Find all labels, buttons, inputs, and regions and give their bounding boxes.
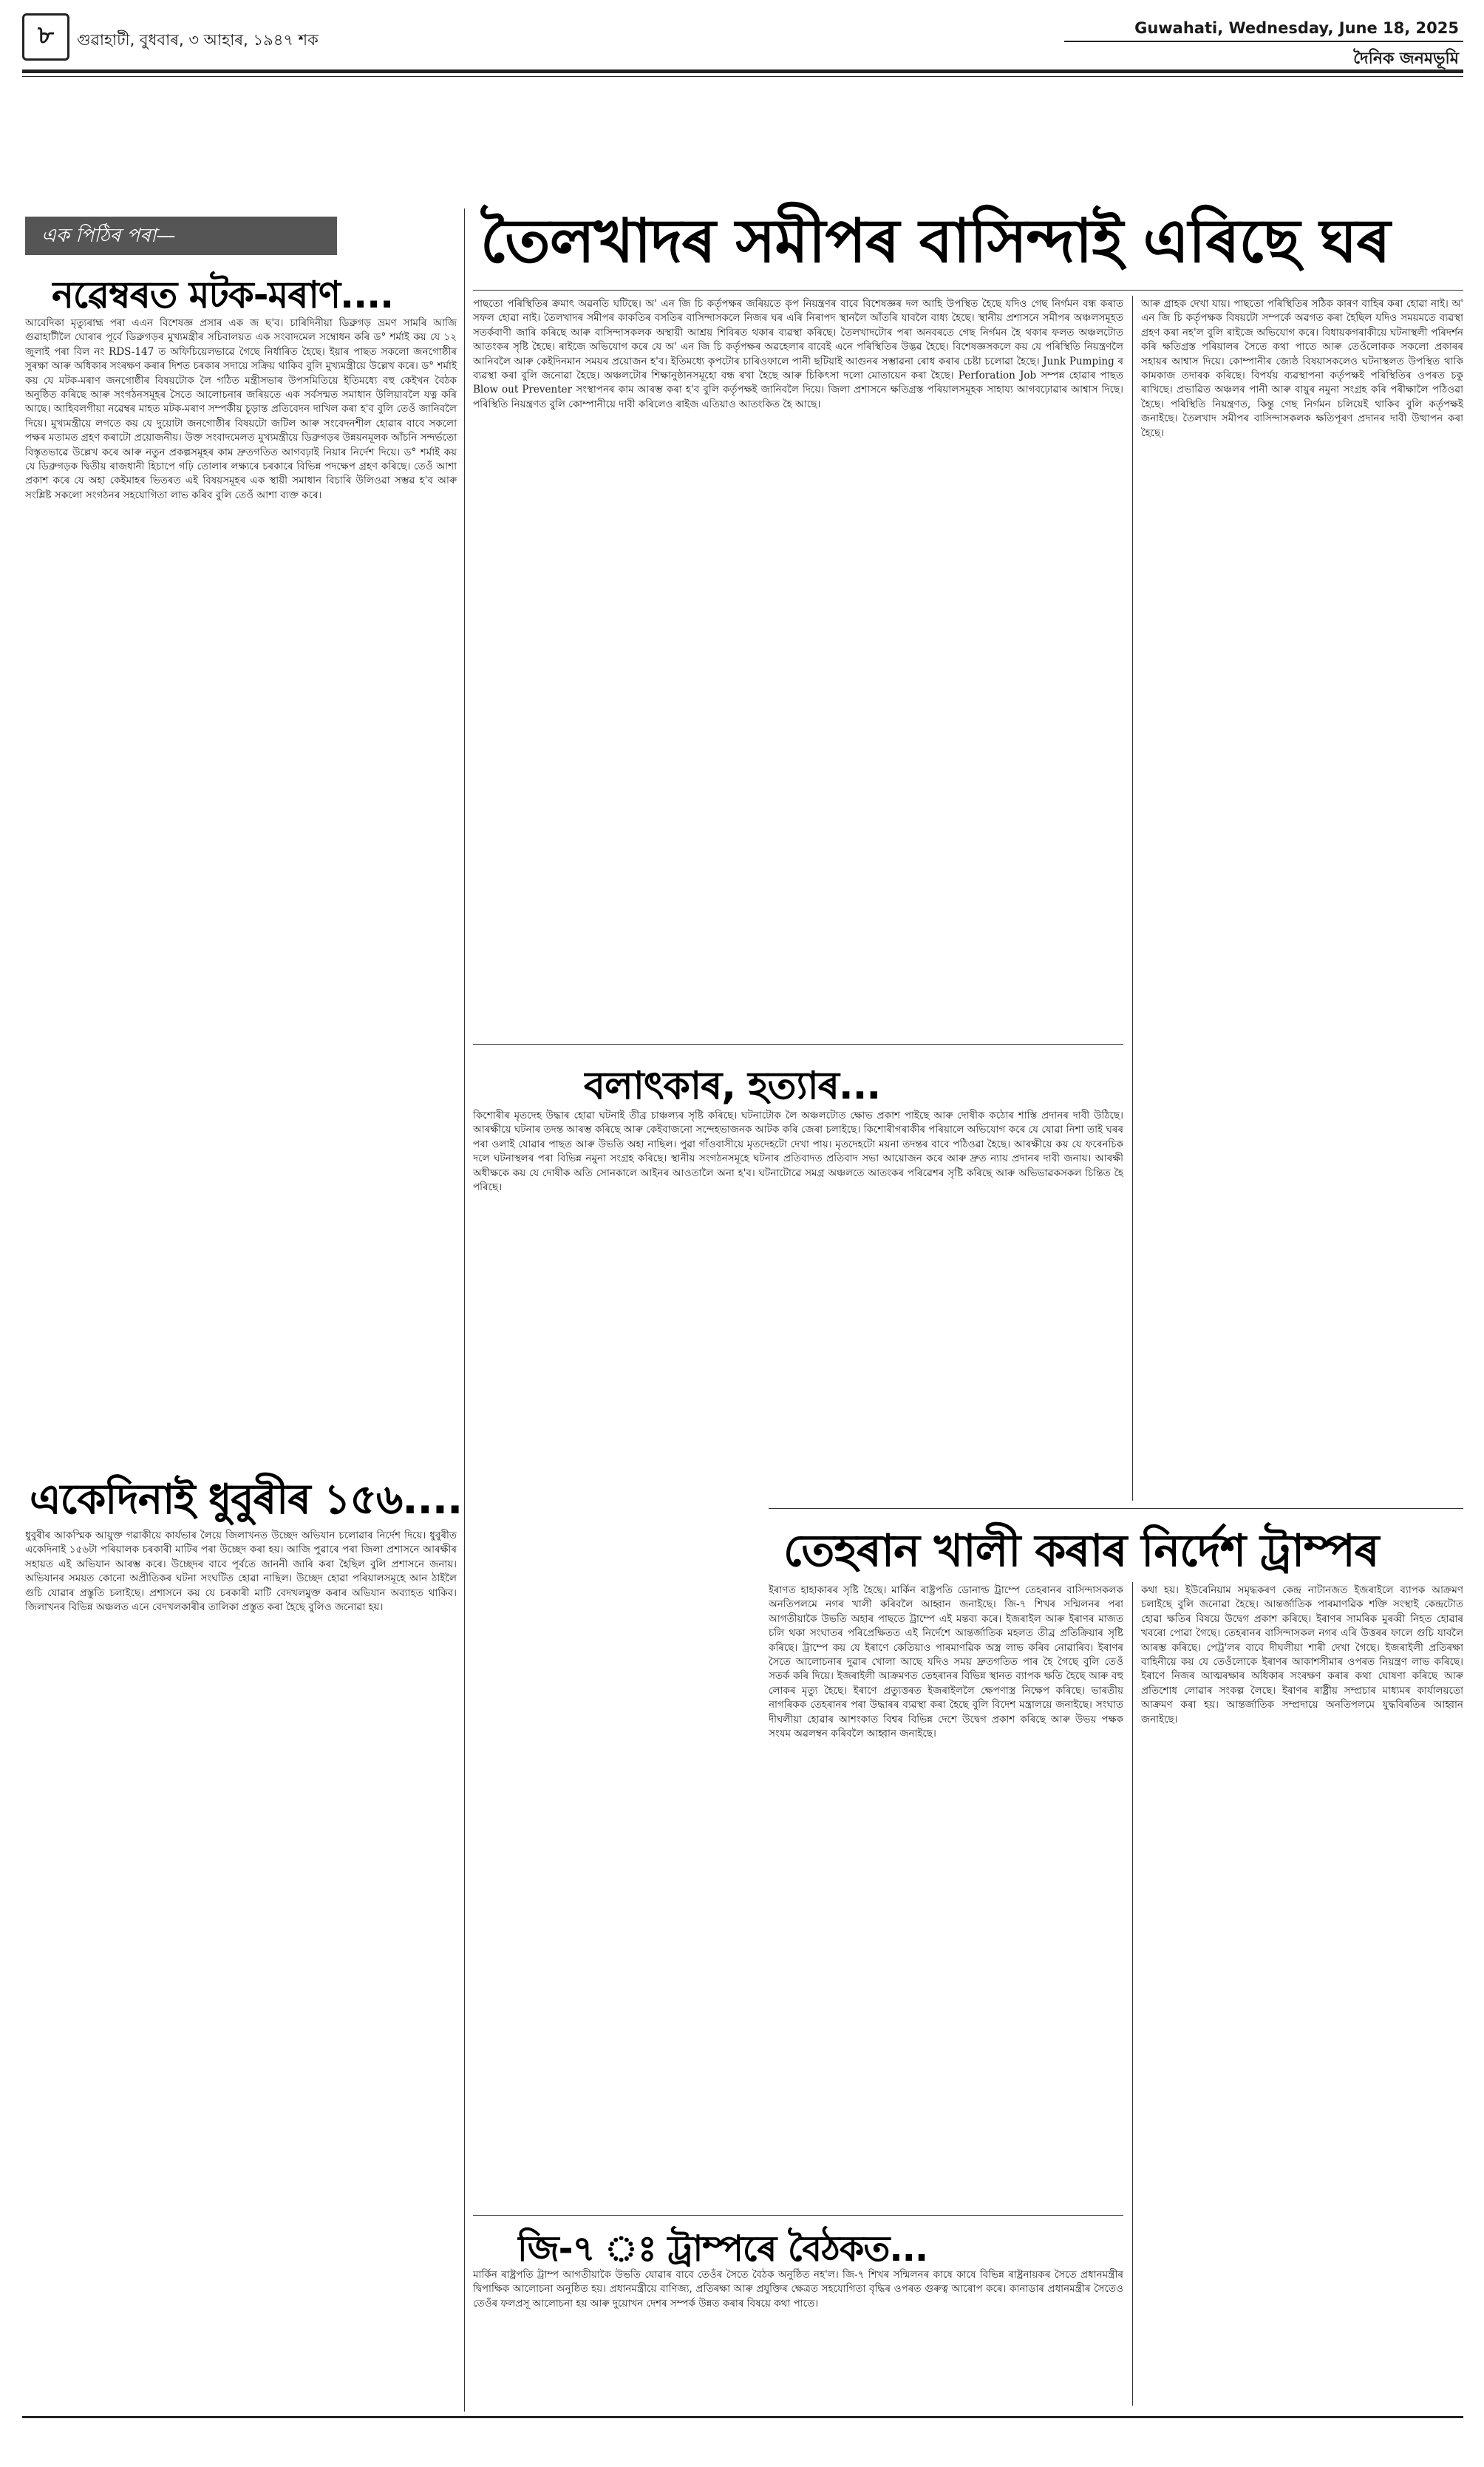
story-rape-headline: বলাৎকাৰ, হত্যাৰ...	[584, 1064, 881, 1108]
story-trump-headline: তেহৰান খালী কৰাৰ নিৰ্দেশ ট্ৰাম্পৰ	[783, 1525, 1379, 1577]
story-g7-headline: জি-৭ ঃ ট্ৰাম্পৰে বৈঠকত...	[517, 2228, 928, 2270]
rape-story-top-rule	[473, 1044, 1123, 1045]
story-dhubri-headline: একেদিনাই ধুবুৰীৰ ১৫৬....	[30, 1476, 462, 1524]
story-trump-body: ইৰাণত হাহাকাৰৰ সৃষ্টি হৈছে। মাৰ্কিন ৰাষ্ট্ৰপতি ডোনাল্ড ট্ৰাম্পে তেহৰানৰ বাসিন্দাসকলক অনতিপলমে নগৰ খালী কৰিবলৈ আহ্বান জনাইছে। জি-৭ শিখৰ সন্মিলনৰ পৰা আগতীয়াকৈ উভতি অহাৰ পাছতে ট্ৰাম্পে এই মন্তব্য কৰে। ইজৰাইল আৰু ইৰাণৰ মাজত চলি থকা সংঘাতৰ পৰিপ্ৰেক্ষিতত এই নিৰ্দেশে আন্তৰ্জাতিক মহলত তীব্ৰ প্ৰতিক্ৰিয়াৰ সৃষ্টি কৰিছে। ট্ৰাম্পে কয় যে ইৰাণে কেতিয়াও পাৰমাণৱিক অস্ত্ৰ লাভ কৰিব নোৱাৰিব। ইৰাণৰ সৈতে আলোচনাৰ দুৱাৰ খোলা আছে যদিও সময় দ্ৰুতগতিত পাৰ হৈ গৈছে বুলি তেওঁ সতৰ্ক কৰি দিয়ে। ইজৰাইলী আক্ৰমণত তেহৰানৰ বিভিন্ন স্থানত ব্যাপক ক্ষতি হৈছে আৰু বহু লোকৰ মৃত্যু হৈছে। ইৰাণে প্ৰত্যুত্তৰত ইজৰাইললৈ ক্ষেপণাস্ত্ৰ নিক্ষেপ কৰিছে। ভাৰতীয় নাগৰিকক তেহৰানৰ পৰা উদ্ধাৰৰ ব্যৱস্থা কৰা হৈছে বুলি বিদেশ মন্ত্ৰালয়ে জনাইছে। সংঘাত দীঘলীয়া হোৱাৰ আশংকাত বিশ্বৰ বিভিন্ন দেশে উদ্বেগ প্ৰকাশ কৰিছে আৰু উভয় পক্ষক সংযম অৱলম্বন কৰিবলৈ আহ্বান জনাইছে।	[769, 1584, 1123, 1740]
main-story-body: পাছতো পৰিস্থিতিৰ ক্ৰমাৎ অৱনতি ঘটিছে। অ' এন জি চি কৰ্তৃপক্ষৰ জৰিয়তে কৃপ নিয়ন্ত্ৰণৰ বাবে বিশেষজ্ঞৰ দল আহি উপস্থিত হৈছে যদিও গেছ নিৰ্গমন বন্ধ কৰাত সফল হোৱা নাই। তৈলখাদৰ সমীপৰ কাকতিৰ বসতিৰ বাসিন্দাসকলে নিজৰ ঘৰ এৰি নিৰাপদ স্থানলৈ আঁতৰি যাবলৈ বাধ্য হৈছে। স্থানীয় প্ৰশাসনে সমীপৰ অঞ্চলসমূহত সতৰ্কবাণী জাৰি কৰিছে আৰু বাসিন্দাসকলক অস্থায়ী আশ্ৰয় শিবিৰত থকাৰ ব্যৱস্থা কৰিছে। তৈলখাদটোৰ পৰা অনবৰতে গেছ নিৰ্গমন হৈ থকাৰ ফলত অঞ্চলটোত আতংকৰ সৃষ্টি হৈছে। ৰাইজে অভিযোগ কৰে যে অ' এন জি চি কৰ্তৃপক্ষৰ অৱহেলাৰ বাবেই এনে পৰিস্থিতিৰ উদ্ভৱ হৈছে। বিশেষজ্ঞসকলে কয় যে পৰিস্থিতি নিয়ন্ত্ৰণলৈ আনিবলৈ আৰু কেইদিনমান সময়ৰ প্ৰয়োজন হ'ব। ইতিমধ্যে কৃপটোৰ চাৰিওফালে পানী ছটিয়াই আগুনৰ সম্ভাৱনা ৰোধ কৰাৰ চেষ্টা চলোৱা হৈছে। Junk Pumping ৰ ব্যৱস্থা কৰা বুলি জনোৱা হৈছে। অঞ্চলটোৰ শিক্ষানুষ্ঠানসমূহো বন্ধ ৰখা হৈছে আৰু চিকিৎসা দলো মোতায়েন কৰা হৈছে। Perforation Job সম্পন্ন হোৱাৰ পাছত Blow out Preventer সংস্থাপনৰ কাম আৰম্ভ কৰা হ'ব বুলি কৰ্তৃপক্ষই জানিবলৈ দিয়ে। জিলা প্ৰশাসনে ক্ষতিগ্ৰস্ত পৰিয়ালসমূহক সাহায্য আগবঢ়োৱাৰ আশ্বাস দিছে। পৰিস্থিতি নিয়ন্ত্ৰণত বুলি কোম্পানীয়ে দাবী কৰিলেও ৰাইজ এতিয়াও আতংকিত হৈ আছে।	[473, 298, 1123, 410]
continued-kicker: এক পিঠিৰ পৰা—	[25, 217, 337, 255]
left-column-divider	[464, 208, 465, 2412]
story-g7-body: মাৰ্কিন ৰাষ্ট্ৰপতি ট্ৰাম্প আগতীয়াকৈ উভতি যোৱাৰ বাবে তেওঁৰ সৈতে বৈঠক অনুষ্ঠিত নহ'ল। জি-৭ শিখৰ সন্মিলনৰ কাষে কাষে বিভিন্ন ৰাষ্ট্ৰনায়কৰ সৈতে প্ৰধানমন্ত্ৰীৰ দ্বিপাক্ষিক আলোচনা অনুষ্ঠিত হয়। প্ৰধানমন্ত্ৰীয়ে বাণিজ্য, প্ৰতিৰক্ষা আৰু প্ৰযুক্তিৰ ক্ষেত্ৰত সহযোগিতা বৃদ্ধিৰ ওপৰত গুৰুত্ব আৰোপ কৰে। কানাডাৰ প্ৰধানমন্ত্ৰীৰ সৈতেও তেওঁৰ ফলপ্ৰসূ আলোচনা হয় আৰু দুয়োখন দেশৰ সম্পৰ্ক উন্নত কৰাৰ বিষয়ে কথা পাতে।	[473, 2269, 1123, 2310]
main-headline: তৈলখাদৰ সমীপৰ বাসিন্দাই এৰিছে ঘৰ	[480, 206, 1390, 276]
top-rule-thick	[22, 69, 1463, 73]
top-rule-thin	[22, 76, 1463, 77]
paper-name: দৈনিক জনমভূমি	[1353, 50, 1459, 68]
left-dateline: গুৱাহাটী, বুধবাৰ, ৩ আহাৰ, ১৯৪৭ শক	[77, 31, 319, 49]
story-trump-right-body: কথা হয়। ইউৰেনিয়াম সমৃদ্ধকৰণ কেন্দ্ৰ নাটানজত ইজৰাইলে ব্যাপক আক্ৰমণ চলাইছে বুলি জনোৱা হৈছে। আন্তৰ্জাতিক পাৰমাণৱিক শক্তি সংস্থাই কেন্দ্ৰটোত হোৱা ক্ষতিৰ বিষয়ে উদ্বেগ প্ৰকাশ কৰিছে। ইৰাণৰ সামৰিক মুৰব্বী নিহত হোৱাৰ খবৰো পোৱা গৈছে। তেহৰানৰ বাসিন্দাসকল নগৰ এৰি উত্তৰৰ ফালে গুচি যাবলৈ আৰম্ভ কৰিছে। পেট্ৰ'লৰ বাবে দীঘলীয়া শাৰী দেখা গৈছে। ইজৰাইলী প্ৰতিৰক্ষা বাহিনীয়ে কয় যে তেওঁলোকে ইৰাণৰ আকাশসীমাৰ ওপৰত নিয়ন্ত্ৰণ লাভ কৰিছে। ইৰাণে নিজৰ আত্মৰক্ষাৰ অধিকাৰ সংৰক্ষণ কৰাৰ কথা ঘোষণা কৰিছে আৰু প্ৰতিশোধ লোৱাৰ সংকল্প লৈছে। ইৰাণৰ ৰাষ্ট্ৰীয় সম্প্ৰচাৰ মাধ্যমৰ কাৰ্যালয়তো আক্ৰমণ কৰা হয়। আন্তৰ্জাতিক সম্প্ৰদায়ে অনতিপলমে যুদ্ধবিৰতিৰ আহ্বান জনাইছে।	[1141, 1584, 1463, 1725]
story-motok-moran-headline: নৱেম্বৰত মটক-মৰাণ....	[52, 274, 394, 316]
main-story-right-body: আৰু গ্ৰাহক দেখা যায়। পাছতো পৰিস্থিতিৰ সঠিক কাৰণ বাহিৰ কৰা হোৱা নাই। অ' এন জি চি কৰ্তৃপক্ষক বিষয়টো সম্পৰ্কে অৱগত কৰা হৈছিল যদিও সময়মতে ব্যৱস্থা গ্ৰহণ কৰা নহ'ল বুলি ৰাইজে অভিযোগ কৰে। বিধায়কগৰাকীয়ে ঘটনাস্থলী পৰিদৰ্শন কৰি ক্ষতিগ্ৰস্ত পৰিয়ালৰ সৈতে কথা পাতে আৰু তেওঁলোকক সকলো প্ৰকাৰৰ সহায়ৰ আশ্বাস দিয়ে। কোম্পানীৰ জ্যেষ্ঠ বিষয়াসকলেও ঘটনাস্থলত উপস্থিত থাকি কামকাজ তদাৰক কৰিছে। বিপৰ্যয় ব্যৱস্থাপনা কৰ্তৃপক্ষই পৰিস্থিতিৰ ওপৰত চকু ৰাখিছে। প্ৰভাৱিত অঞ্চলৰ পানী আৰু বায়ুৰ নমুনা সংগ্ৰহ কৰি পৰীক্ষালৈ পঠিওৱা হৈছে। পৰিস্থিতি নিয়ন্ত্ৰণত, কিন্তু গেছ নিৰ্গমন চলিয়েই থাকিব বুলি কৰ্তৃপক্ষই জনাইছে। তৈলখাদ সমীপৰ বাসিন্দাসকলক ক্ষতিপূৰণ প্ৰদানৰ দাবী উত্থাপন কৰা হৈছে।	[1141, 298, 1463, 439]
page-number: ৮	[22, 13, 69, 61]
story-motok-moran-body: আবেদিকা মৃত্যুৰাহ্ম পৰা এএন বিশেষজ্ঞ প্ৰসাৰ এক জ ছ'ব। চাৰিদিনীয়া ডিব্ৰুগড় ভ্ৰমণ সামৰি আজি গুৱাহাটীলৈ ঘোৰাৰ পূৰ্বে ডিব্ৰুগড়ৰ মুখ্যমন্ত্ৰীৰ সচিবালয়ত এক সংবাদমেল সম্বোধন কৰি ড° শৰ্মাই কয় যে ১২ জুলাই পৰা বিল নং RDS-147 ত অফিচিয়েলভাৱে গৈছে নিৰ্ধাৰিত হৈছে। ইয়াৰ পাছত সকলো জনগোষ্ঠীৰ সুৰক্ষা আৰু অধিকাৰ সংৰক্ষণ কৰাৰ দিশত চৰকাৰ সদায়ে সক্ৰিয় থাকিব বুলি মুখ্যমন্ত্ৰীয়ে উল্লেখ কৰে। ড° শৰ্মাই কয় যে মটক-মৰাণ জনগোষ্ঠীৰ বিষয়টোক লৈ গঠিত মন্ত্ৰীসভাৰ উপসমিতিয়ে ইতিমধ্যে বহু কেইখন বৈঠক অনুষ্ঠিত কৰিছে আৰু সংগঠনসমূহৰ সৈতে আলোচনাৰ জৰিয়তে এক সৰ্বসন্মত সমাধান উলিয়াবলৈ যত্ন কৰি আছে। আহিবলগীয়া নৱেম্বৰ মাহত মটক-মৰাণ সম্পৰ্কীয় চূড়ান্ত প্ৰতিবেদন দাখিল কৰা হ'ব বুলি তেওঁ জানিবলৈ দিয়ে। মুখ্যমন্ত্ৰীয়ে লগতে কয় যে দুয়োটা জনগোষ্ঠীৰ বিষয়টো জটিল আৰু সংবেদনশীল হোৱাৰ বাবে সকলো পক্ষৰ মতামত গ্ৰহণ কৰাটো প্ৰয়োজনীয়। উক্ত সংবাদমেলত মুখ্যমন্ত্ৰীয়ে ডিব্ৰুগড়ৰ উন্নয়নমূলক আঁচনি সন্দৰ্ভতো বিস্তৃতভাৱে উল্লেখ কৰে আৰু নতুন প্ৰকল্পসমূহৰ কাম দ্ৰুতগতিত আগবঢ়াই নিয়াৰ নিৰ্দেশ দিয়ে। ড° শৰ্মাই কয় যে ডিব্ৰুগড়ক দ্বিতীয় ৰাজধানী হিচাপে গঢ়ি তোলাৰ লক্ষ্যৰে চৰকাৰে বিভিন্ন পদক্ষেপ গ্ৰহণ কৰিছে। তেওঁ আশা প্ৰকাশ কৰে যে অহা কেইমাহৰ ভিতৰত এই বিষয়সমূহৰ এক স্থায়ী সমাধান বিচাৰি উলিওৱা সম্ভৱ হ'ব আৰু সংশ্লিষ্ট সকলো সংগঠনৰ সহযোগিতা লাভ কৰিব বুলি তেওঁ আশা ব্যক্ত কৰে।	[25, 317, 457, 501]
trump-story-column-divider	[1132, 1582, 1133, 2406]
main-headline-rule	[473, 290, 1463, 291]
bottom-rule	[22, 2416, 1463, 2418]
main-story-column-divider	[1132, 296, 1133, 1501]
story-dhubri-body: ধুবুৰীৰ আকস্মিক আয়ুক্ত গৱাকীয়ে কাৰ্যভাৰ লৈয়ে জিলাখনত উচ্ছেদ অভিযান চলোৱাৰ নিৰ্দেশ দিয়ে। ধুবুৰীত একেদিনাই ১৫৬টা পৰিয়ালক চৰকাৰী মাটিৰ পৰা উচ্ছেদ কৰা হয়। আজি পুৱাৰে পৰা জিলা প্ৰশাসনে আৰক্ষীৰ সহায়ত এই অভিযান আৰম্ভ কৰে। উচ্ছেদৰ বাবে পূৰ্বতে জাননী জাৰি কৰা হৈছিল বুলি প্ৰশাসনে জনায়। অভিযানৰ সময়ত কোনো অপ্ৰীতিকৰ ঘটনা সংঘটিত হোৱা নাছিল। উচ্ছেদ হোৱা পৰিয়ালসমূহে আন ঠাইলৈ গুচি যোৱাৰ প্ৰস্তুতি চলাইছে। প্ৰশাসনে কয় যে চৰকাৰী মাটি বেদখলমুক্ত কৰাৰ অভিযান অব্যাহত থাকিব। জিলাখনৰ বিভিন্ন অঞ্চলত এনে বেদখলকাৰীৰ তালিকা প্ৰস্তুত কৰা হৈছে বুলিও জনোৱা হয়।	[25, 1530, 457, 1614]
right-dateline: Guwahati, Wednesday, June 18, 2025	[1134, 19, 1459, 37]
story-rape-body: কিশোৰীৰ মৃতদেহ উদ্ধাৰ হোৱা ঘটনাই তীব্ৰ চাঞ্চল্যৰ সৃষ্টি কৰিছে। ঘটনাটোক লৈ অঞ্চলটোত ক্ষোভ প্ৰকাশ পাইছে আৰু দোষীক কঠোৰ শাস্তি প্ৰদানৰ দাবী উঠিছে। আৰক্ষীয়ে ঘটনাৰ তদন্ত আৰম্ভ কৰিছে আৰু কেইবাজনো সন্দেহভাজনক আটক কৰি জেৰা চলাইছে। কিশোৰীগৰাকীৰ পৰিয়ালে অভিযোগ কৰে যে যোৱা নিশা তাই ঘৰৰ পৰা ওলাই যোৱাৰ পাছত আৰু উভতি অহা নাছিল। পুৱা গাঁওবাসীয়ে মৃতদেহটো দেখা পায়। মৃতদেহটো ময়না তদন্তৰ বাবে পঠিওৱা হৈছে। আৰক্ষীয়ে কয় যে ফৰেনচিক দলে ঘটনাস্থলৰ পৰা বিভিন্ন নমুনা সংগ্ৰহ কৰিছে। স্থানীয় সংগঠনসমূহে ঘটনাৰ প্ৰতিবাদত প্ৰতিবাদ সভা আয়োজন কৰে আৰু দ্ৰুত ন্যায় প্ৰদানৰ দাবী জনায়। আৰক্ষী অধীক্ষকে কয় যে দোষীক অতি সোনকালে আইনৰ আওতালৈ অনা হ'ব। ঘটনাটোৱে সমগ্ৰ অঞ্চলতে আতংকৰ পৰিৱেশৰ সৃষ্টি কৰিছে আৰু অভিভাৱকসকল চিন্তিত হৈ পৰিছে।	[473, 1110, 1123, 1194]
trump-story-top-rule	[769, 1508, 1463, 1509]
header-divider	[1064, 41, 1463, 42]
